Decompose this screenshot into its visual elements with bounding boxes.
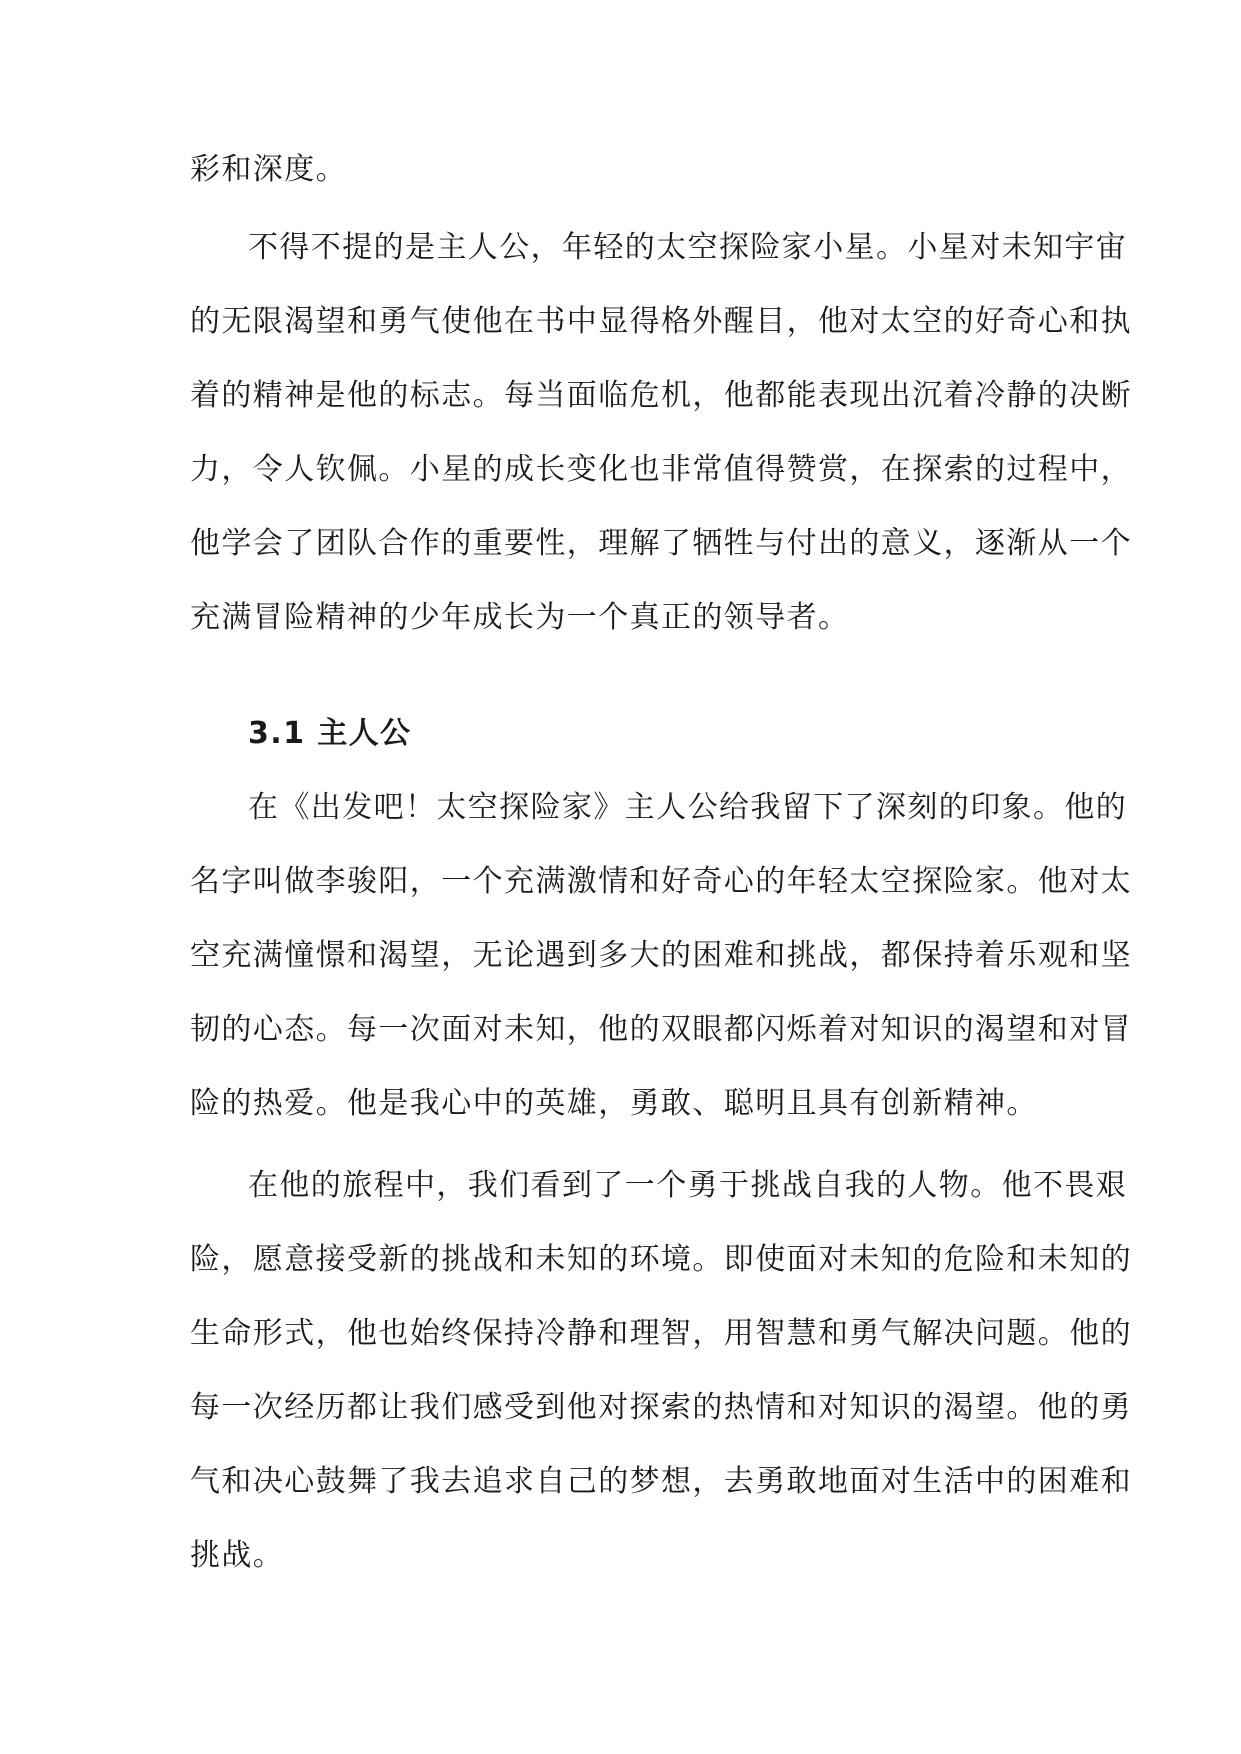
paragraph-4-line-6: 挑战。: [190, 1538, 285, 1573]
paragraph-4-line-3: 生命形式，他也始终保持冷静和理智，用智慧和勇气解决问题。他的: [190, 1316, 1132, 1351]
paragraph-4-line-2: 险，愿意接受新的挑战和未知的环境。即使面对未知的危险和未知的: [190, 1242, 1132, 1277]
paragraph-2-line-6: 充满冒险精神的少年成长为一个真正的领导者。: [190, 600, 850, 635]
paragraph-2-line-5: 他学会了团队合作的重要性，理解了牺牲与付出的意义，逐渐从一个: [190, 526, 1132, 561]
paragraph-1-line-1: 彩和深度。: [190, 152, 347, 187]
paragraph-3-line-5: 险的热爱。他是我心中的英雄，勇敢、聪明且具有创新精神。: [190, 1086, 1038, 1121]
paragraph-4-line-5: 气和决心鼓舞了我去追求自己的梦想，去勇敢地面对生活中的困难和: [190, 1464, 1132, 1499]
paragraph-2-line-2: 的无限渴望和勇气使他在书中显得格外醒目，他对太空的好奇心和执: [190, 304, 1132, 339]
paragraph-4-line-1: 在他的旅程中，我们看到了一个勇于挑战自我的人物。他不畏艰: [248, 1168, 1128, 1203]
paragraph-3-line-1: 在《出发吧！太空探险家》主人公给我留下了深刻的印象。他的: [248, 790, 1128, 825]
paragraph-2-line-3: 着的精神是他的标志。每当面临危机，他都能表现出沉着冷静的决断: [190, 378, 1132, 413]
paragraph-3-line-3: 空充满憧憬和渴望，无论遇到多大的困难和挑战，都保持着乐观和坚: [190, 938, 1132, 973]
paragraph-2-line-4: 力，令人钦佩。小星的成长变化也非常值得赞赏，在探索的过程中，: [190, 452, 1132, 487]
section-heading: 3.1 主人公: [248, 716, 412, 751]
paragraph-2-line-1: 不得不提的是主人公，年轻的太空探险家小星。小星对未知宇宙: [248, 230, 1128, 265]
paragraph-4-line-4: 每一次经历都让我们感受到他对探索的热情和对知识的渴望。他的勇: [190, 1390, 1132, 1425]
paragraph-3-line-4: 韧的心态。每一次面对未知，他的双眼都闪烁着对知识的渴望和对冒: [190, 1012, 1132, 1047]
paragraph-3-line-2: 名字叫做李骏阳，一个充满激情和好奇心的年轻太空探险家。他对太: [190, 864, 1132, 899]
